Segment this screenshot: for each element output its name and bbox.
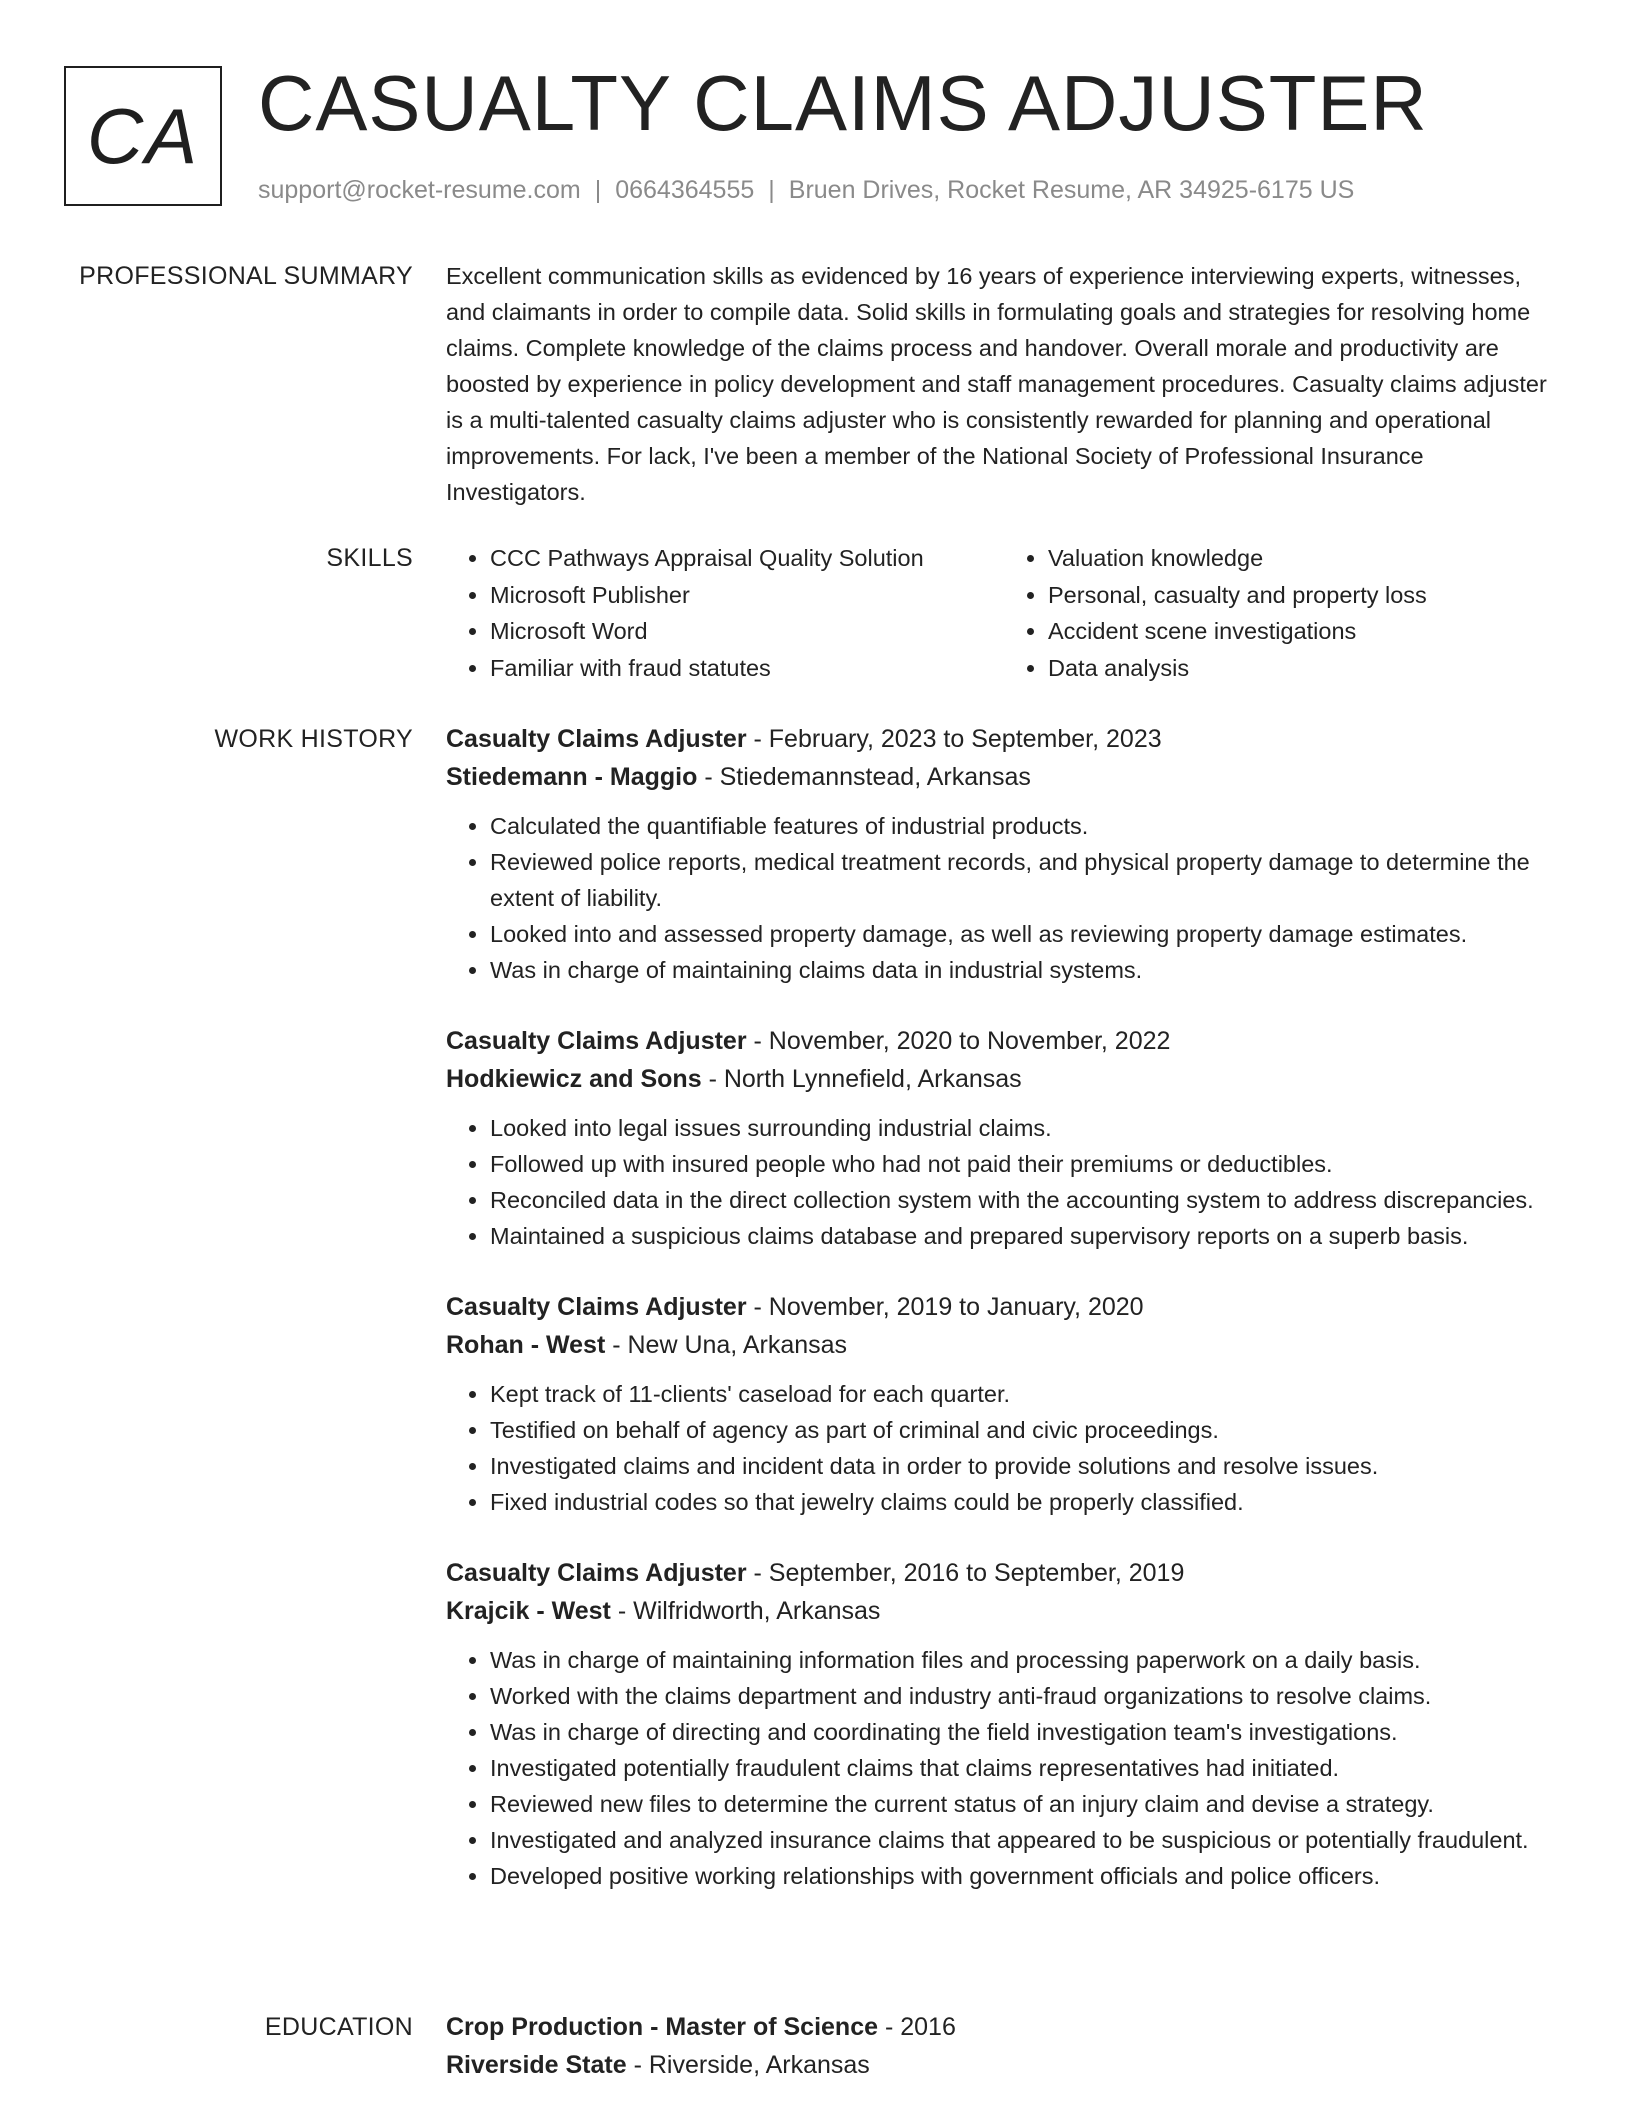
job-location: - Stiedemannstead, Arkansas [704, 763, 1031, 791]
job-bullet: • Investigated potentially fraudulent claims that claims representatives had initiated. [490, 1750, 1562, 1786]
job-title-line [446, 1554, 1562, 1592]
job-bullet: • Fixed industrial codes so that jewelry claims could be properly classified. [490, 1484, 1562, 1520]
section-label-work-history: WORK HISTORY [214, 725, 413, 753]
job-bullet: • Followed up with insured people who had not paid their premiums or deductibles. [490, 1146, 1562, 1182]
job-title: Casualty Claims Adjuster [446, 1027, 747, 1055]
job-bullet: • Was in charge of maintaining claims data in industrial systems. [490, 952, 1562, 988]
job-company-line [446, 758, 1562, 796]
job-bullet: • Investigated claims and incident data in order to provide solutions and resolve issues. [490, 1448, 1562, 1484]
job-title: Casualty Claims Adjuster [446, 725, 747, 753]
contact-line [258, 174, 1588, 206]
job-location: - North Lynnefield, Arkansas [708, 1065, 1022, 1093]
job-bullet: • Investigated and analyzed insurance claims that appeared to be suspicious or potentially fraudulent. [490, 1822, 1562, 1858]
skills-list-right [1004, 540, 1562, 686]
job-entry [446, 720, 1562, 988]
contact-separator: | [768, 176, 775, 204]
job-title: Casualty Claims Adjuster [446, 1559, 747, 1587]
section-label-summary: PROFESSIONAL SUMMARY [79, 262, 413, 290]
job-company: Rohan - West [446, 1331, 606, 1359]
education-degree-line [446, 2008, 1562, 2046]
job-bullet: • Reconciled data in the direct collection system with the accounting system to address discrepancies. [490, 1182, 1562, 1218]
job-title-line [446, 1022, 1562, 1060]
job-bullet: • Testified on behalf of agency as part of criminal and civic proceedings. [490, 1412, 1562, 1448]
work-history-body [446, 720, 1562, 1928]
job-bullet: • Looked into and assessed property damage, as well as reviewing property damage estimates. [490, 916, 1562, 952]
job-company-line [446, 1592, 1562, 1630]
skill-item: • Personal, casualty and property loss [1048, 577, 1562, 614]
job-bullet: • Reviewed police reports, medical treatment records, and physical property damage to determine the extent of liability. [490, 844, 1562, 916]
job-dates: - September, 2016 to September, 2019 [753, 1559, 1185, 1587]
skills-list-left [446, 540, 1004, 686]
job-bullet: • Looked into legal issues surrounding industrial claims. [490, 1110, 1562, 1146]
job-company: Stiedemann - Maggio [446, 763, 698, 791]
section-label-education: EDUCATION [264, 2013, 413, 2041]
skill-item: • Valuation knowledge [1048, 540, 1562, 577]
summary-text: Excellent communication skills as evidenced by 16 years of experience interviewing experts, witnesses, and claimants in order to compile data. Solid skills in formulating goals and strategies for resolving home claims. Complete knowledge of the claims process and handover. Overall morale and productivity are boosted by experience in policy development and staff management procedures. Casualty claims adjuster is a multi-talented casualty claims adjuster who is consistently rewarded for planning and operational improvements. For lack, I've been a member of the National Society of Professional Insurance Investigators. [446, 263, 1547, 505]
skill-item: • Accident scene investigations [1048, 613, 1562, 650]
job-bullet: • Developed positive working relationships with government officials and police officers. [490, 1858, 1562, 1894]
education-school-line [446, 2046, 1562, 2084]
education-school: Riverside State [446, 2051, 627, 2079]
job-dates: - November, 2019 to January, 2020 [753, 1293, 1144, 1321]
job-bullets [446, 808, 1562, 988]
skill-item: • Familiar with fraud statutes [490, 650, 1004, 687]
phone-text: 0664364555 [615, 176, 755, 204]
job-bullet: • Kept track of 11-clients' caseload for each quarter. [490, 1376, 1562, 1412]
monogram-badge: CA [64, 66, 222, 206]
contact-separator: | [594, 176, 602, 204]
job-company: Hodkiewicz and Sons [446, 1065, 702, 1093]
job-bullet: • Reviewed new files to determine the current status of an injury claim and devise a strategy. [490, 1786, 1562, 1822]
job-bullet: • Worked with the claims department and industry anti-fraud organizations to resolve claims. [490, 1678, 1562, 1714]
resume-name-heading: CASUALTY CLAIMS ADJUSTER [258, 59, 1428, 147]
education-body [446, 2008, 1562, 2084]
job-title-line [446, 1288, 1562, 1326]
email-text: support@rocket-resume.com [258, 176, 581, 204]
skills-columns [446, 540, 1562, 686]
job-dates: - November, 2020 to November, 2022 [753, 1027, 1171, 1055]
skill-item: • CCC Pathways Appraisal Quality Solution [490, 540, 1004, 577]
job-company-line [446, 1060, 1562, 1098]
job-location: - Wilfridworth, Arkansas [617, 1597, 881, 1625]
job-bullets [446, 1376, 1562, 1520]
job-bullets [446, 1642, 1562, 1894]
section-label-skills: SKILLS [326, 544, 413, 572]
skill-item: • Data analysis [1048, 650, 1562, 687]
summary-body [446, 258, 1562, 510]
job-bullet: • Was in charge of directing and coordinating the field investigation team's investigations. [490, 1714, 1562, 1750]
job-bullet: • Calculated the quantifiable features of industrial products. [490, 808, 1562, 844]
job-entry [446, 1022, 1562, 1254]
education-year: - 2016 [884, 2013, 956, 2041]
address-text: Bruen Drives, Rocket Resume, AR 34925-6175 US [788, 176, 1355, 204]
job-title-line [446, 720, 1562, 758]
job-bullet: • Maintained a suspicious claims database and prepared supervisory reports on a superb basis. [490, 1218, 1562, 1254]
job-bullets [446, 1110, 1562, 1254]
job-company-line [446, 1326, 1562, 1364]
job-title: Casualty Claims Adjuster [446, 1293, 747, 1321]
job-bullet: • Was in charge of maintaining information files and processing paperwork on a daily basis. [490, 1642, 1562, 1678]
skill-item: • Microsoft Publisher [490, 577, 1004, 614]
job-company: Krajcik - West [446, 1597, 611, 1625]
job-entry [446, 1554, 1562, 1894]
job-entry [446, 1288, 1562, 1520]
education-location: - Riverside, Arkansas [633, 2051, 870, 2079]
education-degree: Crop Production - Master of Science [446, 2013, 879, 2041]
skill-item: • Microsoft Word [490, 613, 1004, 650]
job-dates: - February, 2023 to September, 2023 [753, 725, 1162, 753]
job-location: - New Una, Arkansas [612, 1331, 848, 1359]
